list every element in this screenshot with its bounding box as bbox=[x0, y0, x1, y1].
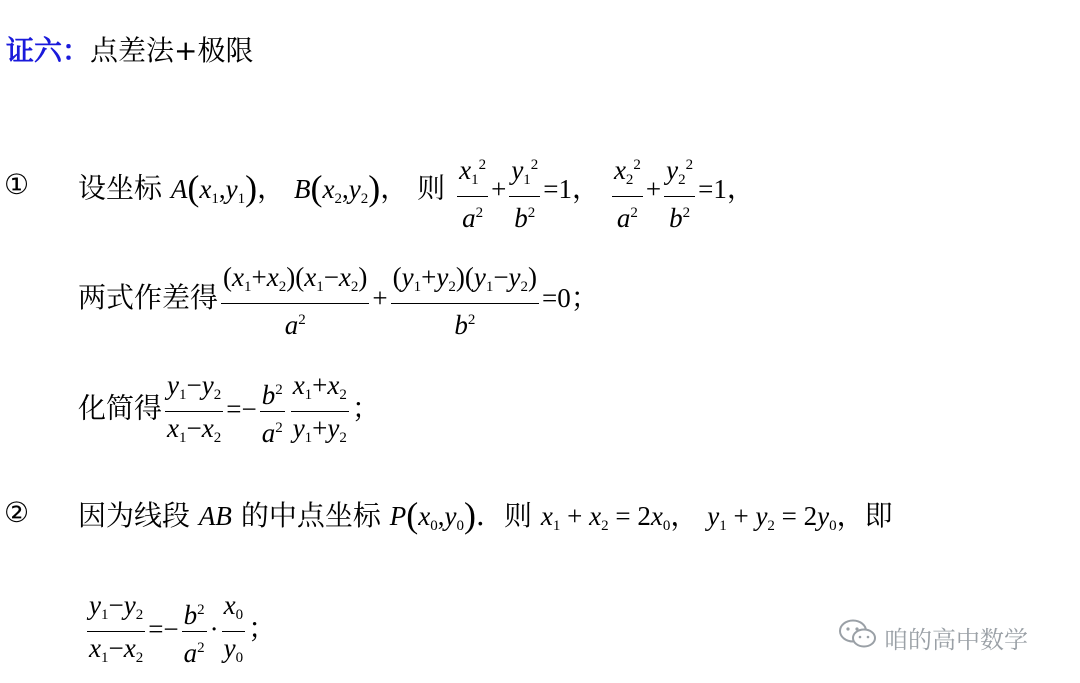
step1-line3: 化简得 $\frac{y_1-y_2}{x_1-x_2}$ =− $\frac{b^2}{a^2}$ $\frac{x_1+x_2}{y_1+y_2}$ ； bbox=[78, 370, 380, 448]
point-b: $B(x_2,y_2)$ bbox=[294, 167, 381, 208]
point-a: $A(x_1,y_1)$ bbox=[170, 167, 258, 208]
step1-diff-text: 两式作差得 bbox=[78, 281, 219, 315]
simplified-eq: $\frac{y_1-y_2}{x_1-x_2}$ =− $\frac{b^2}{a^2}$ $\frac{x_1+x_2}{y_1+y_2}$ bbox=[167, 370, 347, 448]
final-eq: $\frac{y_1-y_2}{x_1-x_2}$ =− $\frac{b^2}{a^2}$ · $\frac{x_0}{y_0}$ bbox=[89, 590, 244, 668]
step2-text-a: 因为线段 bbox=[78, 499, 191, 532]
wechat-icon bbox=[838, 618, 884, 656]
step1-marker: ① bbox=[4, 168, 30, 201]
watermark bbox=[838, 618, 1028, 656]
step1-line1: 设坐标 $A(x_1,y_1)$， $B(x_2,y_2)$， 则 $\frac{x_1^2}{a^2}$ + $\frac{y_1^2}{b^2}$ =1， $\frac{x_2^2}{a^2}$ + $\frac{y_2^2}{b^2}$ =1， bbox=[78, 150, 755, 233]
title-label: 证六： bbox=[6, 34, 91, 67]
step2-ji: 即 bbox=[864, 499, 893, 532]
step1-then: 则 bbox=[417, 171, 446, 205]
title-text: 点差法+极限 bbox=[90, 34, 254, 67]
step2-line2: $\frac{y_1-y_2}{x_1-x_2}$ =− $\frac{b^2}{a^2}$ · $\frac{x_0}{y_0}$ ； bbox=[84, 590, 276, 673]
step2-marker: ② bbox=[4, 496, 30, 529]
midpoint-p: $P(x_0,y_0)$ bbox=[389, 495, 476, 535]
sum-x-eq: $x_1 + x_2 = 2x_0$ bbox=[540, 501, 671, 534]
step1-intro: 设坐标 bbox=[78, 171, 163, 205]
step2-then: ．则 bbox=[475, 499, 532, 532]
step1-line2: 两式作差得 $\frac{(x_1+x_2)(x_1-x_2)}{a^2}$ + $\frac{(y_1+y_2)(y_1-y_2)}{b^2}$ =0； bbox=[78, 262, 599, 340]
sum-y-eq: $y_1 + y_2 = 2y_0$ bbox=[707, 501, 837, 534]
ellipse-eq-2: $\frac{x_2^2}{a^2}$ + $\frac{y_2^2}{b^2}$ =1 bbox=[609, 174, 727, 204]
step2-line1: 因为线段 AB 的中点坐标 $P(x_0,y_0)$．则 $x_1 + x_2 = 2x_0$， $y_1 + y_2 = 2y_0$，即 bbox=[78, 495, 893, 535]
ellipse-eq-1: $\frac{x_1^2}{a^2}$ + $\frac{y_1^2}{b^2}$ =1 bbox=[454, 174, 572, 204]
step1-simplify-text: 化简得 bbox=[78, 391, 163, 425]
step2-text-b: 的中点坐标 bbox=[240, 499, 381, 532]
segment-ab: AB bbox=[198, 501, 232, 531]
page-title bbox=[6, 34, 253, 68]
difference-eq: $\frac{(x_1+x_2)(x_1-x_2)}{a^2}$ + $\frac{(y_1+y_2)(y_1-y_2)}{b^2}$ =0 bbox=[223, 262, 571, 340]
watermark-text: 咱的高中数学 bbox=[884, 625, 1028, 654]
